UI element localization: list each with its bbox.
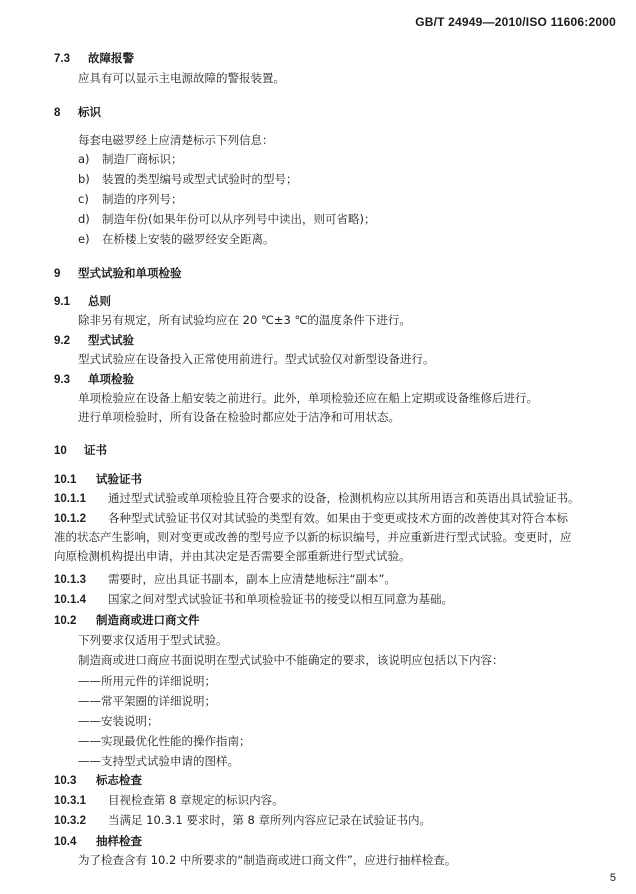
section-10-2-heading — [54, 612, 200, 629]
section-10-heading — [54, 442, 107, 459]
section-10-3-heading — [54, 772, 142, 789]
section-10-4-heading — [54, 833, 142, 850]
list-item: ——实现最优化性能的操作指南； — [78, 734, 251, 748]
section-title: 标识 — [78, 105, 101, 119]
section-title: 单项检验 — [88, 372, 134, 386]
list-item-text: 在桥楼上安装的磁罗经安全距离。 — [102, 232, 275, 246]
clause-text: 需要时，应出具证书副本，副本上应清楚地标注“副本”。 — [108, 572, 396, 586]
section-10-4-body: 为了检查含有 10.2 中所要求的“制造商或进口商文件”，应进行抽样检查。 — [78, 853, 457, 867]
section-number: 10.4 — [54, 836, 77, 848]
list-item: ——常平架圈的详细说明； — [78, 694, 216, 708]
clause-number: 10.3.2 — [54, 815, 86, 827]
list-item — [78, 191, 183, 207]
list-item-label: d) — [78, 212, 90, 226]
list-item-text: 制造厂商标识； — [102, 152, 183, 166]
page-number: 5 — [609, 872, 616, 884]
section-title: 标志检查 — [96, 773, 142, 787]
list-item — [78, 231, 275, 247]
clause-text: 目视检查第 8 章规定的标识内容。 — [108, 793, 284, 807]
clause-text: 各种型式试验证书仅对其试验的类型有效。如果由于变更或技术方面的改善使其对符合本标 — [108, 511, 568, 525]
list-item-text: 制造的序列号； — [102, 192, 183, 206]
section-9-3-body-1: 单项检验应在设备上船安装之前进行。此外，单项检验还应在船上定期或设备维修后进行。 — [78, 391, 538, 405]
clause-text: 通过型式试验或单项检验且符合要求的设备，检测机构应以其所用语言和英语出具试验证书。 — [108, 491, 580, 505]
clause-number: 10.1.1 — [54, 493, 86, 505]
section-7-3-heading — [54, 50, 134, 67]
section-8-heading — [54, 104, 101, 121]
section-10-2-intro-2: 制造商或进口商应书面说明在型式试验中不能确定的要求，该说明应包括以下内容： — [78, 653, 504, 667]
list-item: ——安装说明； — [78, 714, 159, 728]
list-item — [78, 151, 183, 167]
section-number: 9 — [54, 268, 61, 280]
list-item — [78, 171, 298, 187]
section-number: 10.3 — [54, 775, 77, 787]
list-item — [78, 211, 375, 227]
section-7-3-body: 应具有可以显示主电源故障的警报装置。 — [78, 71, 285, 85]
section-number: 10.2 — [54, 615, 77, 627]
section-9-2-heading — [54, 332, 134, 349]
section-10-1-1 — [54, 490, 580, 507]
standard-code-header: GB/T 24949—2010/ISO 11606:2000 — [415, 15, 616, 29]
list-item-text: 制造年份(如果年份可以从序列号中读出，则可省略)； — [102, 212, 376, 226]
clause-number: 10.1.2 — [54, 513, 86, 525]
clause-text: 国家之间对型式试验证书和单项检验证书的接受以相互同意为基础。 — [108, 592, 453, 606]
section-10-3-2 — [54, 812, 431, 829]
list-item-label: c) — [78, 192, 89, 206]
section-10-2-intro-1: 下列要求仅适用于型式试验。 — [78, 633, 228, 647]
clause-number: 10.1.4 — [54, 594, 86, 606]
list-item-text: 装置的类型编号或型式试验时的型号； — [102, 172, 298, 186]
section-title: 型式试验和单项检验 — [78, 266, 182, 280]
section-10-1-4 — [54, 591, 453, 608]
section-10-1-heading — [54, 471, 142, 488]
section-number: 8 — [54, 107, 61, 119]
section-8-intro: 每套电磁罗经上应清楚标示下列信息： — [78, 133, 274, 147]
list-item: ——支持型式试验申请的图样。 — [78, 754, 239, 768]
section-title: 总则 — [88, 294, 111, 308]
section-9-heading — [54, 265, 182, 282]
section-number: 10 — [54, 445, 67, 457]
section-10-1-2-cont: 准的状态产生影响，则对变更或改善的型号应予以新的标识编号，并应重新进行型式试验。变更时，应 — [54, 530, 572, 544]
clause-number: 10.3.1 — [54, 795, 86, 807]
section-title: 制造商或进口商文件 — [96, 613, 200, 627]
section-number: 10.1 — [54, 474, 77, 486]
clause-number: 10.1.3 — [54, 574, 86, 586]
section-number: 9.2 — [54, 335, 70, 347]
section-10-1-2-cont: 向原检测机构提出申请，并由其决定是否需要全部重新进行型式试验。 — [54, 549, 411, 563]
list-item-label: e) — [78, 232, 90, 246]
section-10-3-1 — [54, 792, 284, 809]
section-title: 故障报警 — [88, 51, 134, 65]
section-number: 7.3 — [54, 53, 70, 65]
section-title: 证书 — [84, 443, 107, 457]
section-9-3-body-2: 进行单项检验时，所有设备在检验时都应处于洁净和可用状态。 — [78, 410, 400, 424]
list-item-label: a) — [78, 152, 90, 166]
section-number: 9.3 — [54, 374, 70, 386]
clause-text: 当满足 10.3.1 要求时，第 8 章所列内容应记录在试验证书内。 — [108, 813, 432, 827]
section-number: 9.1 — [54, 296, 70, 308]
section-10-1-3 — [54, 571, 396, 588]
section-9-1-body: 除非另有规定，所有试验均应在 20 ℃±3 ℃的温度条件下进行。 — [78, 313, 411, 327]
section-10-1-2 — [54, 510, 568, 527]
section-title: 试验证书 — [96, 472, 142, 486]
section-title: 抽样检查 — [96, 834, 142, 848]
section-9-3-heading — [54, 371, 134, 388]
section-9-2-body: 型式试验应在设备投入正常使用前进行。型式试验仅对新型设备进行。 — [78, 352, 435, 366]
section-9-1-heading — [54, 293, 111, 310]
section-title: 型式试验 — [88, 333, 134, 347]
list-item-label: b) — [78, 172, 90, 186]
list-item: ——所用元件的详细说明； — [78, 674, 216, 688]
